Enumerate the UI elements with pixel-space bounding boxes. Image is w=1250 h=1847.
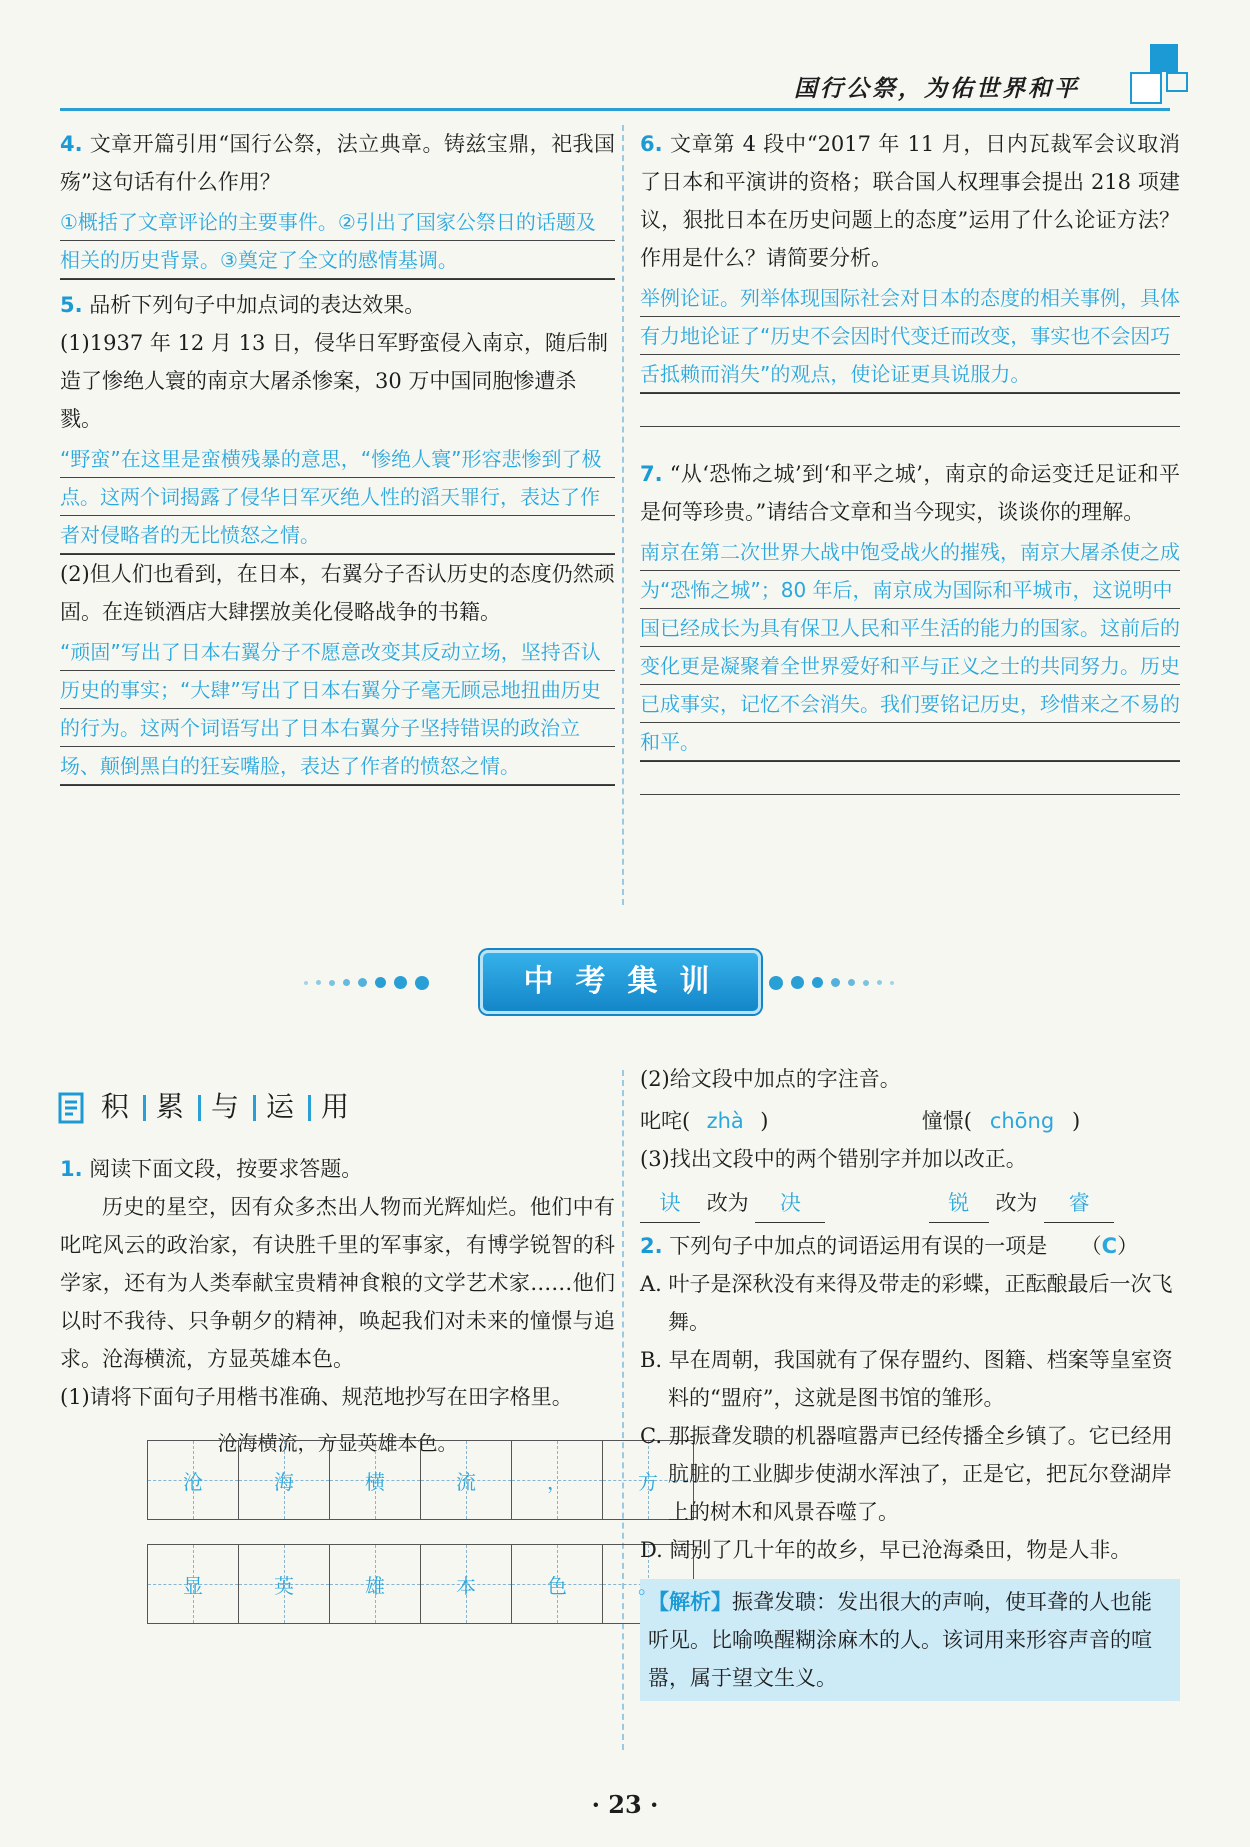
question-text: 文章开篇引用“国行公祭，法立典章。铸兹宝鼎，祀我国殇”这句话有什么作用？: [60, 132, 615, 194]
question-2: 2. 下列句子中加点的词语运用有误的一项是 （C）: [640, 1234, 1139, 1258]
question-number: 7.: [640, 462, 663, 486]
passage: 历史的星空，因有众多杰出人物而光辉灿烂。他们中有叱咤风云的政治家，有诀胜千里的军事家，有博学锐智的科学家，还有为人类奉献宝贵精神食粮的文学艺术家……他们以时不我待、只争朝夕的精神，唤起我们对未来的憧憬与追求。沧海横流，方显英雄本色。: [60, 1195, 615, 1371]
question-1: [60, 1150, 615, 1188]
notebook-icon: [58, 1092, 86, 1124]
grid-cell[interactable]: 色: [512, 1545, 603, 1623]
banner-dots-right: [765, 972, 898, 986]
question-7: [640, 455, 1180, 531]
option-a: A. 叶子是深秋没有来得及带走的彩蝶，正酝酿最后一次飞舞。: [640, 1272, 1173, 1334]
grid-cell[interactable]: ，: [512, 1441, 603, 1519]
banner-dots-left: [300, 972, 433, 986]
question-number: 5.: [60, 293, 83, 317]
question-6: [640, 125, 1180, 277]
blank-line: [640, 762, 1180, 795]
sub-question-2: (2)给文段中加点的字注音。: [640, 1067, 901, 1091]
correct-char: 睿: [1044, 1184, 1114, 1223]
grid-caption: 沧海横流，方显英雄本色。: [217, 1431, 458, 1455]
question-text: “从‘恐怖之城’到‘和平之城’，南京的命运变迁足证和平是何等珍贵。”请结合文章和当今现实，谈谈你的理解。: [640, 462, 1180, 524]
column-divider: [622, 1070, 624, 1750]
bottom-right-column: [640, 1060, 1180, 1701]
analysis-box: [640, 1579, 1180, 1701]
grid-cell[interactable]: 显: [148, 1545, 239, 1623]
question-number: 6.: [640, 132, 663, 156]
grid-cell[interactable]: 。: [603, 1545, 693, 1623]
blank-line: [640, 394, 1180, 427]
option-b: B. 早在周朝，我国就有了保存盟约、图籍、档案等皇室资料的“盟府”，这就是图书馆的雏形。: [640, 1348, 1173, 1410]
column-divider: [622, 125, 624, 905]
question-number: 2.: [640, 1234, 663, 1258]
question-text: 阅读下面文段，按要求答题。: [89, 1157, 363, 1181]
question-text: 文章第 4 段中“2017 年 11 月，日内瓦裁军会议取消了日本和平演讲的资格；联合国人权理事会提出 218 项建议，狠批日本在历史问题上的态度”运用了什么论证方法？作用是什么？请简要分析。: [640, 132, 1180, 270]
question-4: [60, 125, 615, 201]
question-number: 4.: [60, 132, 83, 156]
choice-answer: C: [1101, 1234, 1118, 1258]
question-5: [60, 286, 615, 324]
correction-row: 诀 改为 决 锐 改为 睿: [640, 1184, 1180, 1223]
header-squares-icon: [1120, 44, 1190, 104]
option-d: D. 阔别了几十年的故乡，早已沧海桑田，物是人非。: [640, 1538, 1132, 1562]
grid-cell[interactable]: 流: [421, 1441, 512, 1519]
sub-question-3: (3)找出文段中的两个错别字并加以改正。: [640, 1147, 1027, 1171]
answer-5-1: “野蛮”在这里是蛮横残暴的意思，“惨绝人寰”形容悲惨到了极点。这两个词揭露了侵华日军灭绝人性的滔天罪行，表达了作者对侵略者的无比愤怒之情。: [60, 440, 615, 555]
correct-char: 决: [755, 1184, 825, 1223]
grid-cell[interactable]: 横: [330, 1441, 421, 1519]
section-char: 积: [100, 1090, 129, 1123]
grid-row-1: [147, 1440, 694, 1520]
question-number: 1.: [60, 1157, 83, 1181]
page-number: · 23 ·: [591, 1790, 659, 1819]
pinyin-row: 叱咤( zhà ) 憧憬( chōng ): [640, 1102, 1180, 1140]
analysis-label: 【解析】: [648, 1590, 732, 1614]
section-char: 与: [210, 1090, 239, 1123]
header-rule: [60, 108, 1170, 111]
banner-title: 中考集训: [523, 964, 732, 999]
question-text: 下列句子中加点的词语运用有误的一项是: [669, 1234, 1048, 1258]
sentence-2: (2)但人们也看到，在日本，右翼分子否认历史的态度仍然顽固。在连锁酒店大肆摆放美化侵略战争的书籍。: [60, 562, 615, 624]
left-column: [60, 125, 615, 786]
tian-grid: [60, 1440, 694, 1648]
grid-cell[interactable]: 沧: [148, 1441, 239, 1519]
sentence-1: (1)1937 年 12 月 13 日，侵华日军野蛮侵入南京，随后制造了惨绝人寰的南京大屠杀惨案，30 万中国同胞惨遭杀戮。: [60, 331, 609, 431]
grid-cell[interactable]: 雄: [330, 1545, 421, 1623]
grid-cell[interactable]: 方: [603, 1441, 693, 1519]
section-char: 用: [320, 1090, 349, 1123]
bottom-left-column: [60, 1150, 615, 1472]
question-text: 品析下列句子中加点词的表达效果。: [89, 293, 426, 317]
answer-6: 举例论证。列举体现国际社会对日本的态度的相关事例，具体有力地论证了“历史不会因时代变迁而改变，事实也不会因巧舌抵赖而消失”的观点，使论证更具说服力。: [640, 279, 1180, 394]
grid-cell[interactable]: 本: [421, 1545, 512, 1623]
sub-question-1: (1)请将下面句子用楷书准确、规范地抄写在田字格里。: [60, 1385, 573, 1409]
right-column: [640, 125, 1180, 795]
wrong-char: 锐: [929, 1184, 989, 1223]
header-title: 国行公祭，为佑世界和平: [794, 75, 1080, 102]
analysis-text: 振聋发聩：发出很大的声响，使耳聋的人也能听见。比喻唤醒糊涂麻木的人。该词用来形容声音的喧嚣，属于望文生义。: [648, 1590, 1152, 1690]
pinyin-answer: chōng: [989, 1109, 1055, 1133]
page-header: [60, 40, 1190, 110]
grid-row-2: [147, 1544, 694, 1624]
section-title: [58, 1085, 353, 1125]
section-banner: [480, 950, 761, 1014]
option-c: C. 那振聋发聩的机器喧嚣声已经传播全乡镇了。它已经用肮脏的工业脚步使湖水浑浊了，正是它，把瓦尔登湖岸上的树木和风景吞噬了。: [640, 1424, 1173, 1524]
section-char: 累: [155, 1090, 184, 1123]
answer-4: ①概括了文章评论的主要事件。②引出了国家公祭日的话题及相关的历史背景。③奠定了全文的感情基调。: [60, 203, 615, 280]
pinyin-answer: zhà: [706, 1109, 744, 1133]
grid-cell[interactable]: 英: [239, 1545, 330, 1623]
answer-7: 南京在第二次世界大战中饱受战火的摧残，南京大屠杀使之成为“恐怖之城”；80 年后，南京成为国际和平城市，这说明中国已经成长为具有保卫人民和平生活的能力的国家。这前后的变化更是凝聚着全世界爱好和平与正义之士的共同努力。历史已成事实，记忆不会消失。我们要铭记历史，珍惜来之不易的和平。: [640, 533, 1180, 762]
answer-5-2: “顽固”写出了日本右翼分子不愿意改变其反动立场，坚持否认历史的事实；“大肆”写出了日本右翼分子毫无顾忌地扭曲历史的行为。这两个词语写出了日本右翼分子坚持错误的政治立场、颠倒黑白的狂妄嘴脸，表达了作者的愤怒之情。: [60, 633, 615, 786]
section-char: 运: [265, 1090, 294, 1123]
grid-cell[interactable]: 海: [239, 1441, 330, 1519]
wrong-char: 诀: [640, 1184, 700, 1223]
